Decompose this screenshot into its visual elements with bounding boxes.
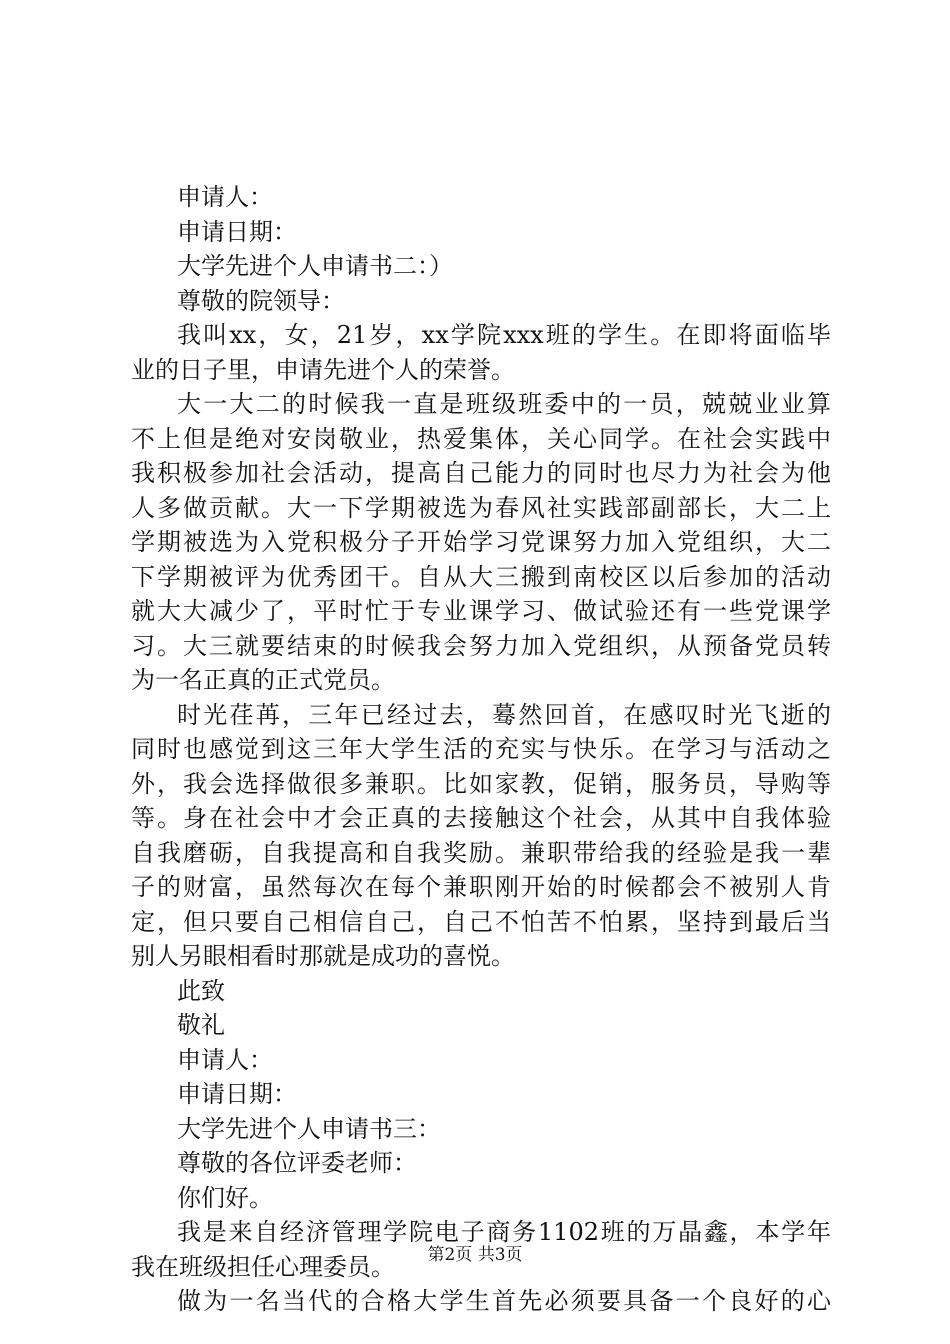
text-line: 别人另眼相看时那就是成功的喜悦。 — [131, 942, 515, 970]
text-line: 我积极参加社会活动，提高自己能力的同时也尽力为社会为他 — [131, 459, 831, 487]
text-line: 大一大二的时候我一直是班级班委中的一员，兢兢业业算 — [177, 390, 831, 418]
text-line: 做为一名当代的合格大学生首先必须要具备一个良好的心 — [177, 1287, 831, 1315]
text-line: 业的日子里，申请先进个人的荣誉。 — [131, 355, 515, 384]
text-line: 人多做贡献。大一下学期被选为春风社实践部副部长，大二上 — [131, 493, 831, 522]
text-line: 下学期被评为优秀团干。自从大三搬到南校区以后参加的活动 — [131, 562, 831, 591]
text-line: 申请日期： — [177, 217, 297, 246]
document-body — [131, 180, 831, 1319]
page-footer: 第2页 共3页 — [427, 1245, 523, 1265]
text-line: 时光荏苒，三年已经过去，蓦然回首，在感叹时光飞逝的 — [177, 700, 831, 729]
text-line: 尊敬的各位评委老师： — [177, 1149, 417, 1177]
text-line: 尊敬的院领导： — [177, 286, 345, 315]
text-line: 外，我会选择做很多兼职。比如家教，促销，服务员，导购等 — [131, 769, 831, 798]
text-line: 自我磨砺，自我提高和自我奖励。兼职带给我的经验是我一辈 — [131, 838, 831, 867]
text-line: 同时也感觉到这三年大学生活的充实与快乐。在学习与活动之 — [131, 735, 831, 763]
text-line: 子的财富，虽然每次在每个兼职刚开始的时候都会不被别人肯 — [131, 873, 831, 901]
text-line: 等。身在社会中才会正真的去接触这个社会，从其中自我体验 — [131, 804, 831, 832]
text-line: 我叫xx，女，21岁，xx学院xxx班的学生。在即将面临毕 — [177, 321, 831, 349]
text-line: 大学先进个人申请书二：） — [177, 252, 453, 280]
text-line: 大学先进个人申请书三： — [177, 1114, 441, 1143]
text-line: 你们好。 — [177, 1183, 273, 1212]
text-line: 我在班级担任心理委员。 — [131, 1252, 395, 1281]
text-line: 定，但只要自己相信自己，自己不怕苦不怕累，坚持到最后当 — [131, 907, 831, 936]
text-line: 申请日期： — [177, 1080, 297, 1108]
text-line: 不上但是绝对安岗敬业，热爱集体，关心同学。在社会实践中 — [131, 424, 831, 453]
text-line: 此致 — [177, 976, 225, 1005]
text-line: 习。大三就要结束的时候我会努力加入党组织，从预备党员转 — [131, 631, 831, 660]
text-line: 学期被选为入党积极分子开始学习党课努力加入党组织，大二 — [131, 528, 831, 556]
text-line: 为一名正真的正式党员。 — [131, 666, 395, 694]
text-line: 我是来自经济管理学院电子商务1102班的万晶鑫，本学年 — [177, 1218, 831, 1246]
text-line: 就大大减少了，平时忙于专业课学习、做试验还有一些党课学 — [131, 597, 831, 625]
text-line: 申请人： — [177, 183, 273, 211]
text-line: 敬礼 — [177, 1011, 225, 1039]
text-line: 申请人： — [177, 1045, 273, 1074]
